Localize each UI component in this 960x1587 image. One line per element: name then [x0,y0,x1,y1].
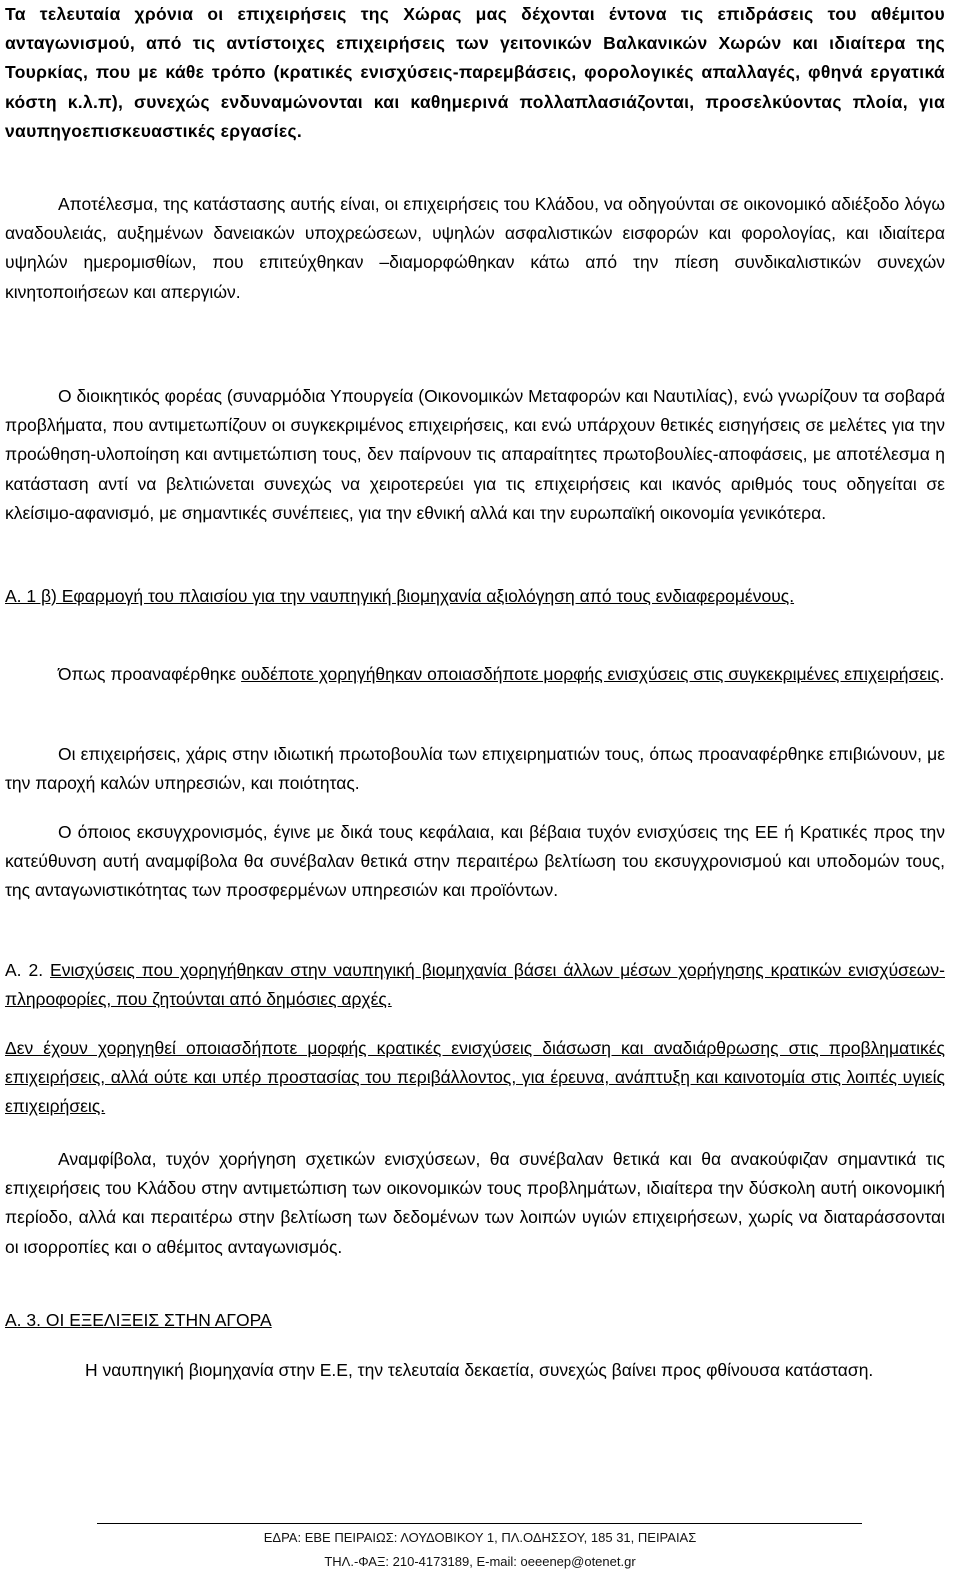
footer-address: ΕΔΡΑ: ΕΒΕ ΠΕΙΡΑΙΩΣ: ΛΟΥΔΟΒΙΚΟΥ 1, ΠΛ.ΟΔΗΣΣΟΥ, 185 31, ΠΕΙΡΑΙΑΣ [263,1530,697,1545]
heading-a3: Α. 3. ΟΙ ΕΞΕΛΙΞΕΙΣ ΣΤΗΝ ΑΓΟΡΑ [5,1310,272,1330]
paragraph-private-initiative: Οι επιχειρήσεις, χάρις στην ιδιωτική πρωτοβουλία των επιχειρηματιών τους, όπως προαναφέρθηκε επιβιώνουν, με την παροχή καλών υπηρεσιών, και ποιότητας. [5,744,945,794]
paragraph-modernization: Ο όποιος εκσυγχρονισμός, έγινε με δικά τους κεφάλαια, και βέβαια τυχόν ενισχύσεις της ΕΕ ή Κρατικές προς την κατεύθυνση αυτή αναμφίβολα θα συνέβαλαν θετικά στην περαιτέρω βελτίωση του εκσυγχρονισμού και υποδομών τους, της ανταγωνιστικότητας των προσφερμένων υπηρεσιών και προϊόντων. [5,822,945,901]
paragraph-no-state-aid: Δεν έχουν χορηγηθεί οποιασδήποτε μορφής κρατικές ενισχύσεις διάσωση και αναδιάρθρωσης στις προβληματικές επιχειρήσεις, αλλά ούτε και υπέρ προστασίας του περιβάλλοντος, για έρευνα, ανάπτυξη και καινοτομία στις λοιπές υγιείς επιχειρήσεις. [5,1038,945,1117]
paragraph-eu-shipbuilding: Η ναυπηγική βιομηχανία στην Ε.Ε, την τελευταία δεκαετία, συνεχώς βαίνει προς φθίνουσα κατάσταση. [85,1360,874,1380]
heading-a1b: Α. 1 β) Εφαρμογή του πλαισίου για την ναυπηγική βιομηχανία αξιολόγηση από τους ενδιαφερομένους. [5,586,795,606]
paragraph-no-subsidies [5,660,945,689]
heading-a2-title: Ενισχύσεις που χορηγήθηκαν στην ναυπηγική βιομηχανία βάσει άλλων μέσων χορήγησης κρατικών ενισχύσεων-πληροφορίες, που ζητούνται από δημόσιες αρχές. [5,960,946,1010]
paragraph-no-subsidies-end: . [939,664,945,684]
heading-a2 [5,956,945,1014]
paragraph-administration: Ο διοικητικός φορέας (συναρμόδια Υπουργεία (Οικονομικών Μεταφορών και Ναυτιλίας), ενώ γνωρίζουν τα σοβαρά προβλήματα, που αντιμετωπίζουν οι συγκεκριμένος επιχειρήσεις, και ενώ υπάρχουν θετικές εισηγήσεις σε μελέτες για την προώθηση-υλοποίηση και αντιμετώπιση τους, δεν παίρνουν τις απαραίτητες πρωτοβουλίες-αποφάσεις, με αποτέλεσμα η κατάσταση αντί να βελτιώνεται συνεχώς να χειροτερεύει για τις επιχειρήσεις και ικανός αριθμός τους οδηγείται σε κλείσιμο-αφανισμό, με σημαντικές συνέπειες, για την εθνική αλλά και την ευρωπαϊκή οικονομία γενικότερα. [5,386,945,523]
paragraph-no-subsidies-start: Όπως προαναφέρθηκε [58,664,242,684]
paragraph-unfair-competition: Τα τελευταία χρόνια οι επιχειρήσεις της Χώρας μας δέχονται έντονα τις επιδράσεις του αθέμιτου ανταγωνισμού, από τις αντίστοιχες επιχειρήσεις των γειτονικών Βαλκανικών Χωρών και ιδιαίτερα της Τουρκίας, που με κάθε τρόπο (κρατικές ενισχύσεις-παρεμβάσεις, φορολογικές απαλλαγές, φθηνά εργατικά κόστη κ.λ.π), συνεχώς ενδυναμώνονται και καθημερινά πολλαπλασιάζονται, προσελκύοντας πλοία, για ναυπηγοεπισκευαστικές εργασίες. [5,4,945,141]
heading-a2-prefix: Α. 2. [5,960,51,980]
paragraph-no-subsidies-underlined: ουδέποτε χορηγήθηκαν οποιασδήποτε μορφής ενισχύσεις στις συγκεκριμένες επιχειρήσεις [241,664,940,684]
footer-contact: ΤΗΛ.-ΦΑΞ: 210-4173189, E-mail: oeeenep@otenet.gr [324,1554,636,1569]
footer-divider [97,1523,862,1524]
paragraph-benefits: Αναμφίβολα, τυχόν χορήγηση σχετικών ενισχύσεων, θα συνέβαλαν θετικά και θα ανακούφιζαν σημαντικά τις επιχειρήσεις του Κλάδου στην αντιμετώπιση των οικονομικών τους προβλημάτων, ιδιαίτερα την δύσκολη αυτή οικονομική περίοδο, αλλά και περαιτέρω στην βελτίωση των δεδομένων των λοιπών υγιών επιχειρήσεων, χωρίς να διαταράσσονται οι ισορροπίες και ο αθέμιτος ανταγωνισμός. [5,1149,945,1257]
paragraph-consequences: Αποτέλεσμα, της κατάστασης αυτής είναι, οι επιχειρήσεις του Κλάδου, να οδηγούνται σε οικονομικό αδιέξοδο λόγω αναδουλειάς, αυξημένων δανειακών υποχρεώσεων, υψηλών ασφαλιστικών εισφορών και φορολογίας, και ιδιαίτερα υψηλών ημερομισθίων, που επιτεύχθηκαν –διαμορφώθηκαν κάτω από την πίεση συνδικαλιστικών συνεχών κινητοποιήσεων και απεργιών. [5,194,945,302]
